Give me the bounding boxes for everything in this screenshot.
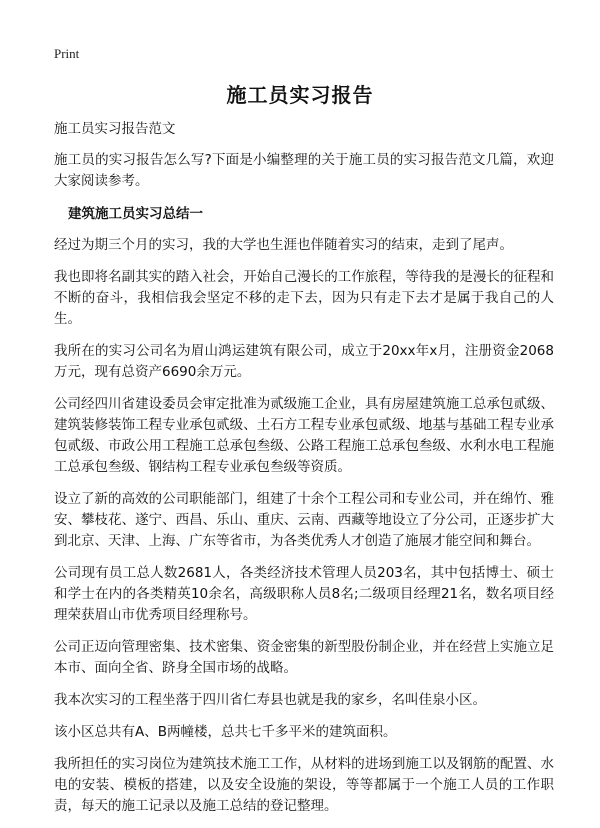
body-paragraph: 设立了新的高效的公司职能部门，组建了十余个工程公司和专业公司，并在绵竹、雅安、攀枝花、遂宁、西昌、乐山、重庆、云南、西藏等地设立了分公司，正逐步扩大到北京、天津、上海、广东等省市，为各类优秀人才创造了施展才能空间和舞台。 bbox=[54, 491, 554, 549]
document-subtitle: 施工员实习报告范文 bbox=[54, 121, 176, 137]
print-link[interactable]: Print bbox=[54, 46, 80, 61]
body-paragraph: 经过为期三个月的实习，我的大学也生涯也伴随着实习的结束，走到了尾声。 bbox=[54, 237, 513, 253]
document-title: 施工员实习报告 bbox=[226, 83, 374, 107]
body-paragraph: 该小区总共有A、B两幢楼，总共七千多平米的建筑面积。 bbox=[54, 724, 397, 740]
body-paragraph: 公司现有员工总人数2681人，各类经济技术管理人员203名，其中包括博士、硕士和学士在内的各类精英10余名，高级职称人员8名;二级项目经理21名，数名项目经理荣获眉山市优秀项目经理称号。 bbox=[54, 565, 554, 623]
body-paragraph: 我也即将名副其实的踏入社会，开始自己漫长的工作旅程，等待我的是漫长的征程和不断的奋斗，我相信我会坚定不移的走下去，因为只有走下去才是属于我自己的人生。 bbox=[54, 269, 554, 327]
body-paragraph: 公司经四川省建设委员会审定批准为贰级施工企业，具有房屋建筑施工总承包贰级、建筑装修装饰工程专业承包贰级、土石方工程专业承包贰级、地基与基础工程专业承包贰级、市政公用工程施工总承包叁级、公路工程施工总承包叁级、水利水电工程施工总承包叁级、钢结构工程专业承包叁级等资质。 bbox=[54, 396, 554, 475]
section-heading: 建筑施工员实习总结一 bbox=[68, 206, 203, 222]
body-paragraph: 公司正迈向管理密集、技术密集、资金密集的新型股份制企业，并在经营上实施立足本市、面向全省、跻身全国市场的战略。 bbox=[54, 639, 554, 676]
document-body bbox=[54, 118, 554, 828]
body-paragraph: 我所在的实习公司名为眉山鸿运建筑有限公司，成立于20xx年x月，注册资金2068万元，现有总资产6690余万元。 bbox=[54, 343, 554, 380]
body-paragraph: 我本次实习的工程坐落于四川省仁寿县也就是我的家乡，名叫佳泉小区。 bbox=[54, 692, 486, 708]
intro-paragraph: 施工员的实习报告怎么写?下面是小编整理的关于施工员的实习报告范文几篇，欢迎大家阅读参考。 bbox=[54, 152, 554, 189]
body-paragraph: 我所担任的实习岗位为建筑技术施工工作，从材料的进场到施工以及钢筋的配置、水电的安装、模板的搭建，以及安全设施的架设，等等都属于一个施工人员的工作职责，每天的施工记录以及施工总结的登记整理。 bbox=[54, 756, 554, 814]
